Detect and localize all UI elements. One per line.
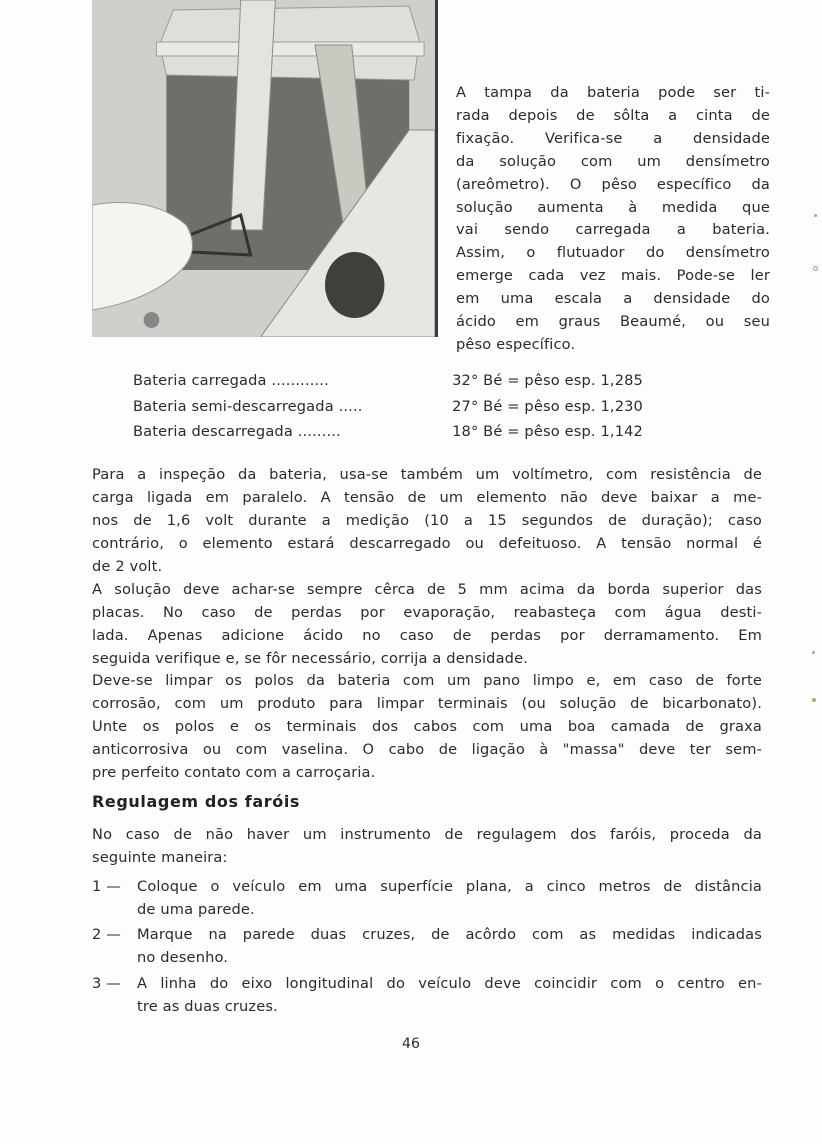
density-table — [133, 368, 643, 445]
text-line: anticorrosiva ou com vaselina. O cabo de ligação à "massa" deve ter sem- — [92, 740, 762, 758]
battery-illustration — [92, 0, 435, 337]
text-line: em uma escala a densidade do — [456, 290, 770, 308]
text-line: da solução com um densímetro — [456, 152, 770, 170]
list-item — [92, 924, 762, 970]
paragraph-solution-level — [92, 579, 762, 671]
row-value: 18° Bé = pêso esp. 1,142 — [452, 423, 643, 440]
table-row — [133, 394, 643, 420]
text-line: Marque na parede duas cruzes, de acôrdo com as medidas indicadas — [137, 926, 762, 944]
scan-speck — [812, 698, 816, 702]
text-line: tre as duas cruzes. — [137, 997, 278, 1015]
text-line: carga ligada em paralelo. A tensão de um elemento não deve baixar a me- — [92, 488, 762, 506]
bracket-hole — [325, 252, 384, 318]
step-number: 2 — — [92, 926, 121, 944]
lid-rim — [156, 42, 424, 56]
text-line: (areômetro). O pêso específico da — [456, 175, 770, 193]
text-line: A solução deve achar-se sempre cêrca de 5 mm acima da borda superior das — [92, 581, 762, 598]
text-line: solução aumenta à medida que — [456, 198, 770, 216]
text-line: A linha do eixo longitudinal do veículo deve coincidir com o centro en- — [137, 974, 762, 992]
text-line: seguida verifique e, se fôr necessário, corrija a densidade. — [92, 649, 529, 667]
text-line: de 2 volt. — [92, 557, 163, 575]
section-heading: Regulagem dos faróis — [92, 792, 301, 811]
scan-speck — [813, 266, 818, 271]
text-line: Para a inspeção da bateria, usa-se também um voltímetro, com resistência de — [92, 466, 762, 483]
step-text — [137, 973, 762, 1019]
text-line: seguinte maneira: — [92, 848, 228, 866]
paragraph-voltmeter — [92, 464, 762, 579]
text-line: nos de 1,6 volt durante a medição (10 a 15 segundos de duração); caso — [92, 511, 762, 529]
list-item — [92, 876, 762, 922]
row-label: Bateria carregada — [133, 372, 267, 389]
intro-paragraph — [456, 82, 770, 357]
text-line: rada depois de sôlta a cinta de — [456, 106, 770, 124]
section-intro — [92, 824, 762, 870]
step-text — [137, 876, 762, 922]
dot-leader: ............ — [271, 372, 329, 389]
step-text — [137, 924, 762, 970]
text-line: Coloque o veículo em uma superfície plana, a cinco metros de distância — [137, 878, 762, 895]
text-line: pre perfeito contato com a carroçaria. — [92, 763, 376, 781]
row-label: Bateria semi-descarregada — [133, 397, 334, 415]
text-line: ácido em graus Beaumé, ou seu — [456, 313, 770, 331]
text-line: Deve-se limpar os polos da bateria com um pano limpo e, em caso de forte — [92, 672, 762, 689]
bottom-bolt — [144, 312, 160, 328]
paragraph-terminal-cleaning — [92, 670, 762, 785]
dot-leader: ..... — [338, 397, 363, 415]
row-label-wrap — [133, 419, 413, 445]
text-line: A tampa da bateria pode ser ti- — [456, 84, 770, 101]
page-number: 46 — [401, 1036, 421, 1052]
text-line: placas. No caso de perdas por evaporação, reabasteça com água desti- — [92, 603, 762, 621]
scan-speck — [814, 214, 817, 217]
text-line: pêso específico. — [456, 335, 576, 353]
text-line: no desenho. — [137, 949, 229, 967]
row-value: 27° Bé = pêso esp. 1,230 — [452, 397, 643, 415]
text-line: Assim, o flutuador do densímetro — [456, 244, 770, 262]
step-number: 1 — — [92, 878, 121, 895]
text-line: contrário, o elemento estará descarregado ou defeituoso. A tensão normal é — [92, 534, 762, 552]
step-number: 3 — — [92, 974, 121, 992]
steps-list — [92, 876, 762, 1021]
text-line: Unte os polos e os terminais dos cabos com uma boa camada de graxa — [92, 717, 762, 735]
text-line: fixação. Verifica-se a densidade — [456, 129, 770, 147]
row-label-wrap — [133, 368, 413, 394]
list-item — [92, 973, 762, 1019]
scan-speck — [812, 651, 815, 654]
text-line: lada. Apenas adicione ácido no caso de perdas por derramamento. Em — [92, 626, 762, 644]
row-label-wrap — [133, 394, 413, 420]
text-line: corrosão, com um produto para limpar terminais (ou solução de bicarbonato). — [92, 694, 762, 712]
table-row — [133, 419, 643, 445]
text-line: vai sendo carregada a bateria. — [456, 221, 770, 239]
text-line: de uma parede. — [137, 900, 255, 918]
row-value: 32° Bé = pêso esp. 1,285 — [452, 372, 643, 389]
battery-photo — [92, 0, 438, 337]
row-label: Bateria descarregada — [133, 423, 293, 440]
dot-leader: ......... — [297, 423, 341, 440]
text-line: No caso de não haver um instrumento de regulagem dos faróis, proceda da — [92, 826, 762, 843]
table-row — [133, 368, 643, 394]
text-line: emerge cada vez mais. Pode-se ler — [456, 267, 770, 285]
